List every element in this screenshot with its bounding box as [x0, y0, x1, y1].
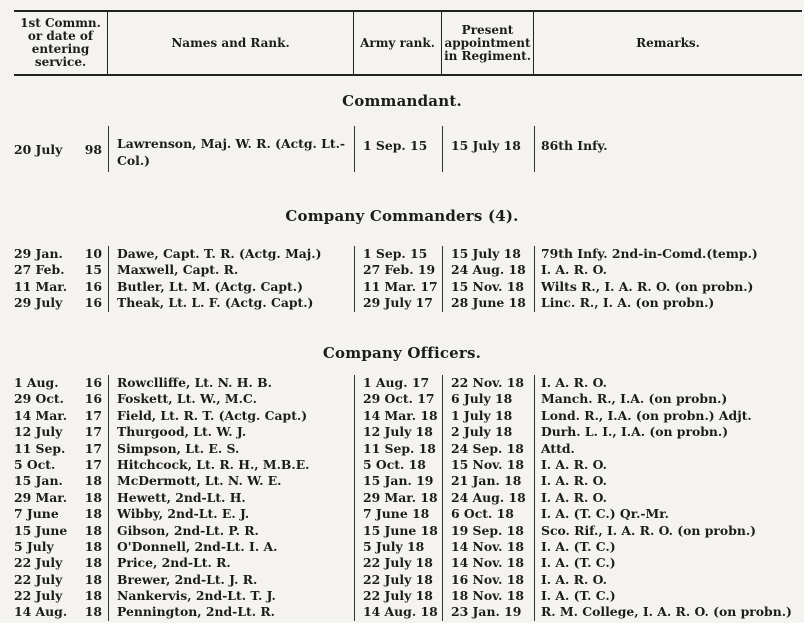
commission-date-cell — [14, 457, 108, 473]
appointment-date: 15 Nov. 18 — [442, 457, 534, 473]
remarks: Sco. Rif., I. A. R. O. (on probn.) — [534, 523, 802, 539]
commission-date-cell — [14, 279, 108, 295]
appointment-date: 15 Nov. 18 — [442, 279, 534, 295]
commission-date-cell — [14, 441, 108, 457]
commission-date: 29 Mar. — [14, 489, 68, 505]
commission-date: 15 Jan. — [14, 473, 63, 489]
commission-year: 15 — [84, 262, 102, 278]
officer-name-text: Lawrenson, Maj. W. R. (Actg. Lt.-Col.) — [117, 136, 346, 168]
officer-name: Price, 2nd-Lt. R. — [108, 555, 354, 571]
commission-year: 17 — [84, 440, 102, 456]
table-row — [14, 539, 802, 555]
army-rank: 11 Mar. 17 — [354, 279, 442, 295]
appointment-date: 14 Nov. 18 — [442, 539, 534, 555]
army-rank: 1 Aug. 17 — [354, 375, 442, 391]
army-rank: 1 Sep. 15 — [354, 246, 442, 262]
section-title-company-commanders: Company Commanders (4). — [285, 207, 519, 225]
header-commission-date: 1st Commn. or date of entering service. — [14, 12, 108, 74]
commission-date-cell — [14, 604, 108, 620]
remarks: Linc. R., I. A. (on probn.) — [534, 295, 802, 311]
officer-name: Maxwell, Capt. R. — [108, 262, 354, 278]
remarks: I. A. (T. C.) — [534, 539, 802, 555]
officer-name: Thurgood, Lt. W. J. — [108, 424, 354, 440]
commission-date-cell — [14, 572, 108, 588]
commission-year: 16 — [84, 295, 102, 311]
army-rank: 29 July 17 — [354, 295, 442, 311]
commission-date: 7 June — [14, 506, 59, 522]
table-row — [14, 126, 802, 172]
commission-date: 22 July — [14, 571, 63, 587]
commission-date-cell — [14, 506, 108, 522]
army-rank: 7 June 18 — [354, 506, 442, 522]
army-rank: 15 June 18 — [354, 523, 442, 539]
commission-year: 18 — [84, 522, 102, 538]
commission-date-cell — [14, 391, 108, 407]
commission-date-cell — [14, 473, 108, 489]
table-row — [14, 246, 802, 262]
appointment-date: 24 Aug. 18 — [442, 262, 534, 278]
commission-year: 18 — [84, 555, 102, 571]
remarks: Wilts R., I. A. R. O. (on probn.) — [534, 279, 802, 295]
officer-name: Butler, Lt. M. (Actg. Capt.) — [108, 279, 354, 295]
appointment-date: 15 July 18 — [442, 126, 534, 172]
army-rank: 22 July 18 — [354, 572, 442, 588]
table-row — [14, 572, 802, 588]
appointment-date: 28 June 18 — [442, 295, 534, 311]
army-rank: 15 Jan. 19 — [354, 473, 442, 489]
commission-date: 11 Sep. — [14, 440, 66, 456]
appointment-date: 22 Nov. 18 — [442, 375, 534, 391]
officer-name: Pennington, 2nd-Lt. R. — [108, 604, 354, 620]
remarks: I. A. (T. C.) — [534, 588, 802, 604]
officer-name: Nankervis, 2nd-Lt. T. J. — [108, 588, 354, 604]
commission-date: 11 Mar. — [14, 278, 68, 294]
table-row — [14, 506, 802, 522]
army-rank: 5 July 18 — [354, 539, 442, 555]
army-rank: 5 Oct. 18 — [354, 457, 442, 473]
commission-year: 18 — [84, 506, 102, 522]
remarks: I. A. R. O. — [534, 375, 802, 391]
remarks: 86th Infy. — [534, 126, 802, 172]
commission-date-cell — [14, 588, 108, 604]
commandant-rows — [14, 126, 802, 172]
table-row — [14, 441, 802, 457]
appointment-date: 24 Sep. 18 — [442, 441, 534, 457]
table-header — [14, 10, 802, 76]
table-row — [14, 295, 802, 311]
officer-name: McDermott, Lt. N. W. E. — [108, 473, 354, 489]
commission-date: 29 Jan. — [14, 246, 63, 261]
commission-date: 5 Oct. — [14, 456, 56, 472]
officer-name: Dawe, Capt. T. R. (Actg. Maj.) — [108, 246, 354, 262]
remarks: I. A. R. O. — [534, 457, 802, 473]
commission-year: 10 — [84, 246, 102, 261]
remarks: I. A. (T. C.) Qr.-Mr. — [534, 506, 802, 522]
army-rank: 22 July 18 — [354, 588, 442, 604]
appointment-date: 16 Nov. 18 — [442, 572, 534, 588]
commission-year: 18 — [84, 588, 102, 604]
commission-date-cell — [14, 408, 108, 424]
officer-name — [108, 126, 354, 172]
table-row — [14, 473, 802, 489]
army-rank: 22 July 18 — [354, 555, 442, 571]
commission-date-cell — [14, 246, 108, 262]
commission-date: 22 July — [14, 588, 63, 604]
army-rank: 29 Oct. 17 — [354, 391, 442, 407]
commission-date: 1 Aug. — [14, 375, 59, 390]
officer-name: Wibby, 2nd-Lt. E. J. — [108, 506, 354, 522]
appointment-date: 15 July 18 — [442, 246, 534, 262]
commission-year: 16 — [84, 375, 102, 390]
commission-year: 18 — [84, 604, 102, 620]
appointment-date: 23 Jan. 19 — [442, 604, 534, 620]
commission-date-cell — [14, 523, 108, 539]
appointment-date: 21 Jan. 18 — [442, 473, 534, 489]
commission-date-cell — [14, 539, 108, 555]
army-rank: 14 Aug. 18 — [354, 604, 442, 620]
commission-date: 12 July — [14, 424, 63, 440]
appointment-date: 14 Nov. 18 — [442, 555, 534, 571]
remarks: Manch. R., I.A. (on probn.) — [534, 391, 802, 407]
commission-date: 14 Mar. — [14, 407, 68, 423]
company-officers-rows — [14, 375, 802, 621]
table-row — [14, 279, 802, 295]
officer-name: Simpson, Lt. E. S. — [108, 441, 354, 457]
section-title-company-officers: Company Officers. — [322, 344, 482, 362]
commission-date: 29 July — [14, 295, 63, 311]
header-army-rank: Army rank. — [354, 12, 442, 74]
table-row — [14, 523, 802, 539]
remarks: Lond. R., I.A. (on probn.) Adjt. — [534, 408, 802, 424]
table-row — [14, 424, 802, 440]
officer-name: Brewer, 2nd-Lt. J. R. — [108, 572, 354, 588]
appointment-date: 19 Sep. 18 — [442, 523, 534, 539]
commission-year: 18 — [84, 538, 102, 554]
commission-year: 17 — [84, 424, 102, 440]
table-row — [14, 457, 802, 473]
officer-name: Theak, Lt. L. F. (Actg. Capt.) — [108, 295, 354, 311]
commission-year: 18 — [84, 571, 102, 587]
appointment-date: 2 July 18 — [442, 424, 534, 440]
commission-date: 5 July — [14, 538, 54, 554]
army-rank: 29 Mar. 18 — [354, 490, 442, 506]
remarks: I. A. R. O. — [534, 473, 802, 489]
appointment-date: 6 Oct. 18 — [442, 506, 534, 522]
table-row — [14, 375, 802, 391]
commission-date: 27 Feb. — [14, 262, 65, 278]
officer-name: Hitchcock, Lt. R. H., M.B.E. — [108, 457, 354, 473]
remarks: R. M. College, I. A. R. O. (on probn.) — [534, 604, 802, 620]
commission-year: 16 — [84, 278, 102, 294]
table-row — [14, 604, 802, 620]
commission-date-cell — [14, 295, 108, 311]
remarks: Attd. — [534, 441, 802, 457]
commission-year: 17 — [84, 456, 102, 472]
table-row — [14, 490, 802, 506]
commission-year: 16 — [84, 391, 102, 407]
header-names-rank: Names and Rank. — [108, 12, 354, 74]
table-row — [14, 391, 802, 407]
officer-name: Foskett, Lt. W., M.C. — [108, 391, 354, 407]
army-rank: 27 Feb. 19 — [354, 262, 442, 278]
commission-year: 17 — [84, 407, 102, 423]
table-row — [14, 262, 802, 278]
remarks: 79th Infy. 2nd-in-Comd.(temp.) — [534, 246, 802, 262]
commission-year: 18 — [84, 489, 102, 505]
remarks: I. A. R. O. — [534, 572, 802, 588]
commission-date-cell — [14, 375, 108, 391]
army-rank: 14 Mar. 18 — [354, 408, 442, 424]
table-row — [14, 555, 802, 571]
appointment-date: 24 Aug. 18 — [442, 490, 534, 506]
commission-date: 15 June — [14, 522, 68, 538]
table-row — [14, 408, 802, 424]
appointment-date: 18 Nov. 18 — [442, 588, 534, 604]
appointment-date: 1 July 18 — [442, 408, 534, 424]
army-rank: 11 Sep. 18 — [354, 441, 442, 457]
officer-name: Hewett, 2nd-Lt. H. — [108, 490, 354, 506]
commission-date-cell — [14, 424, 108, 440]
section-title-commandant: Commandant. — [342, 92, 462, 110]
commission-date-cell — [14, 555, 108, 571]
commission-year: 98 — [84, 141, 102, 157]
company-commanders-rows — [14, 246, 802, 312]
commission-date-cell — [14, 490, 108, 506]
commission-year: 18 — [84, 473, 102, 489]
commission-date: 14 Aug. — [14, 604, 68, 620]
officer-name: O'Donnell, 2nd-Lt. I. A. — [108, 539, 354, 555]
header-present-appointment: Present appointment in Regiment. — [442, 12, 534, 74]
remarks: I. A. (T. C.) — [534, 555, 802, 571]
officer-name: Field, Lt. R. T. (Actg. Capt.) — [108, 408, 354, 424]
table-row — [14, 588, 802, 604]
commission-date-cell — [14, 262, 108, 278]
officer-name: Gibson, 2nd-Lt. P. R. — [108, 523, 354, 539]
appointment-date: 6 July 18 — [442, 391, 534, 407]
army-rank: 1 Sep. 15 — [354, 126, 442, 172]
army-rank: 12 July 18 — [354, 424, 442, 440]
header-remarks: Remarks. — [636, 35, 700, 50]
remarks: I. A. R. O. — [534, 262, 802, 278]
commission-date: 20 July — [14, 141, 63, 157]
commission-date: 29 Oct. — [14, 391, 64, 407]
remarks: Durh. L. I., I.A. (on probn.) — [534, 424, 802, 440]
commission-date: 22 July — [14, 555, 63, 571]
officer-name: Rowclliffe, Lt. N. H. B. — [108, 375, 354, 391]
remarks: I. A. R. O. — [534, 490, 802, 506]
